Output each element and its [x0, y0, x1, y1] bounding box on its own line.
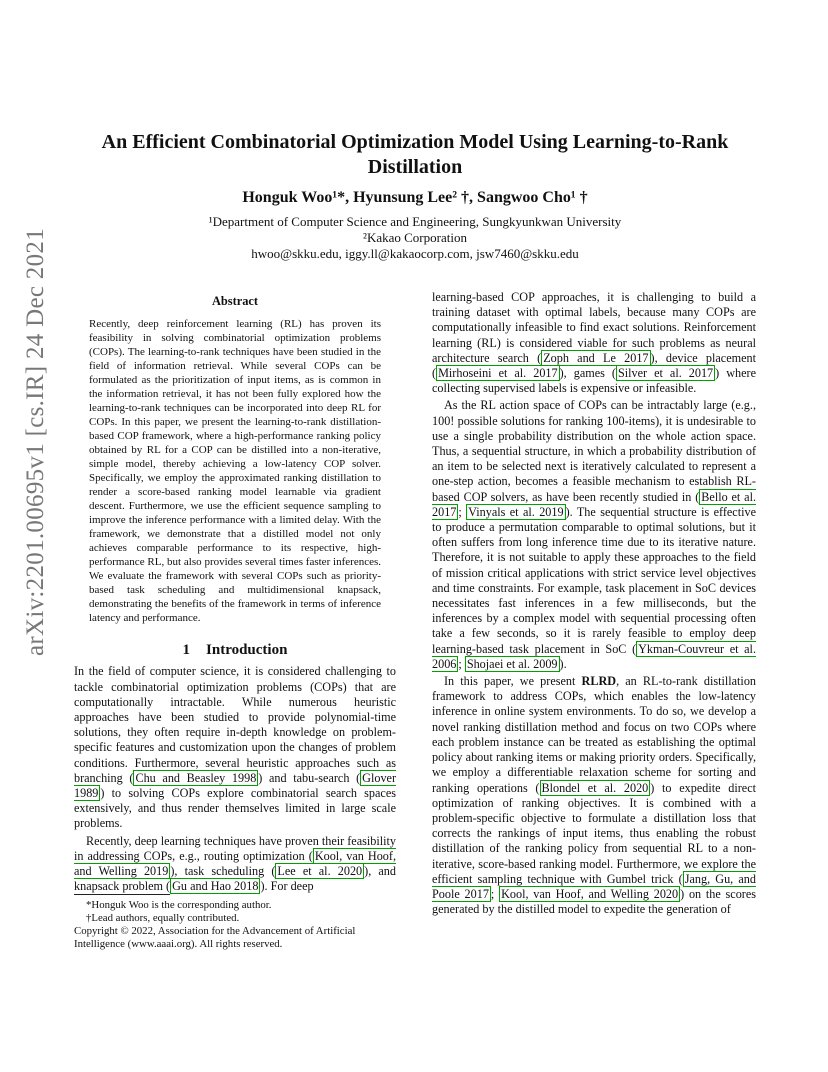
citation-link[interactable]: Chu and Beasley 1998: [135, 770, 257, 785]
right-paragraph-3: [432, 674, 756, 917]
citation-link[interactable]: Ykman-Couvreur et al. 2006: [432, 641, 756, 671]
text-run: Recently, deep learning techniques have proven their feasibility in addressing COPs, e.g., routing optimization (: [74, 833, 396, 863]
footnote-lead-authors: †Lead authors, equally contributed.: [86, 912, 240, 924]
left-column: [74, 294, 396, 894]
footnote-corresponding: *Honguk Woo is the corresponding author.: [86, 899, 272, 911]
section-title: Introduction: [206, 642, 288, 659]
right-paragraph-1: [432, 290, 756, 396]
citation-link[interactable]: Mirhoseini et al. 2017: [438, 366, 558, 381]
citation-link[interactable]: Gu and Hao 2018: [172, 879, 259, 894]
citation-link[interactable]: Blondel et al. 2020: [541, 780, 649, 795]
citation-link[interactable]: Silver et al. 2017: [617, 366, 714, 381]
method-name: RLRD: [581, 674, 617, 689]
text-run: ), task scheduling (: [170, 864, 276, 879]
text-run: ). The sequential structure is effective to produce a permutation comparable to optimal solutions, but it often suffers from long inference time due to its iterative nature. Therefore, it is not suitable to apply these approaches to the field of mission critical applications with strict service level objectives and time constraints. For example, task placement in SoC devices necessitates fast inferences in a few milliseconds, but the inferences by a complex model with sequential processing often take a few seconds, so it is rarely feasible to employ deep learning-based task placement in SoC (: [432, 504, 756, 656]
abstract-heading: Abstract: [211, 294, 259, 308]
citation-link[interactable]: Vinyals et al. 2019: [468, 504, 564, 519]
copyright-notice: Copyright © 2022, Association for the Advancement of Artificial Intelligence (www.aaai.org). All rights reserved.: [74, 925, 356, 950]
affiliation-2: ²Kakao Corporation: [363, 230, 467, 245]
text-run: ;: [490, 886, 500, 901]
paper-title: An Efficient Combinatorial Optimization Model Using Learning-to-Rank Distillation: [101, 131, 729, 178]
affiliation-1: ¹Department of Computer Science and Engineering, Sungkyunkwan University: [208, 214, 622, 229]
text-run: ), games (: [559, 366, 616, 381]
citation-link[interactable]: Zoph and Le 2017: [543, 350, 649, 365]
footnotes: [74, 894, 396, 951]
text-run: ) and tabu-search (: [258, 770, 361, 785]
arxiv-stamp: arXiv:2201.00695v1 [cs.IR] 24 Dec 2021: [22, 228, 49, 656]
citation-link[interactable]: Glover 1989: [74, 770, 396, 801]
text-run: ;: [458, 504, 467, 519]
author-list: Honguk Woo¹*, Hyunsung Lee² †, Sangwoo Cho¹ †: [242, 189, 588, 206]
citation-link[interactable]: Lee et al. 2020: [277, 864, 363, 879]
text-run: As the RL action space of COPs can be intractably large (e.g., 100! possible solutions for ranking 100-items), it is undesirable to use a single probability distribution on the whole action space. Thus, a sequential structure, in which a probability distribution of an item to be selected next is iteratively calculated to represent a one-step action, becomes a feasible mechanism to establish RL-based COP solvers, as have been recently studied in (: [432, 398, 756, 504]
citation-link[interactable]: Shojaei et al. 2009: [466, 656, 558, 671]
text-run: ) where collecting supervised labels is expensive or infeasible.: [432, 366, 757, 396]
text-run: ) to expedite direct optimization of ranking objectives. It is combined with a problem-specific objective to formulate a distillation loss that corrects the rankings of input items, thus enabling the robust distillation of the ranking policy from sequential RL to a non-iterative, score-based ranking model. Furthermore, we explore the efficient sampling technique with Gumbel trick (: [432, 780, 756, 886]
affiliations: [90, 214, 740, 262]
section-number: 1: [182, 642, 191, 659]
section-heading-introduction: [74, 643, 396, 658]
intro-paragraph-2: [74, 834, 396, 895]
text-run: ) on the scores generated by the distilled model to expedite the generation of: [432, 886, 757, 917]
right-paragraph-2: [432, 398, 756, 672]
text-run: In this paper, we present: [444, 674, 582, 689]
text-run: , an RL-to-rank distillation framework to address COPs, which enables the low-latency inference in online system environments. To do so, we develop a novel ranking distillation method and focus on two COPs where each problem instance can be treated as establishing the optimal policy about ranking items or making priority orders. Specifically, we employ a differentiable relaxation scheme for sorting and ranking operations (: [432, 674, 757, 795]
author-emails: hwoo@skku.edu, iggy.ll@kakaocorp.com, jsw7460@skku.edu: [251, 246, 579, 261]
citation-link[interactable]: Kool, van Hoof, and Welling 2020: [501, 886, 679, 901]
text-run: learning-based COP approaches, it is challenging to build a training dataset with optimal labels, because many COPs are computationally infeasible to find exact solutions. Reinforcement learning (RL) is considered viable for such problems as neural architecture search (: [432, 290, 756, 365]
text-run: ) to solving COPs explore combinatorial search spaces extensively, and thus render themselves limited in large scale problems.: [74, 786, 396, 831]
intro-paragraph-1: [74, 664, 396, 831]
text-run: ), device placement (: [432, 350, 756, 381]
text-run: ), and knapsack problem (: [74, 864, 396, 894]
abstract-text: Recently, deep reinforcement learning (RL) has proven its feasibility in solving combinatorial optimization problems (COPs). The learning-to-rank techniques have been studied in the field of information retrieval. While several COPs can be formulated as the prioritization of input items, as is common in the information retrieval, it has not been fully explored how the learning-to-rank techniques can be incorporated into deep RL for COPs. In this paper, we present the learning-to-rank distillation-based COP framework, where a high-performance ranking policy obtained by RL for a COP can be distilled into a non-iterative, simple model, thereby achieving a low-latency COP solver. Specifically, we employ the approximated ranking distillation to render a score-based ranking model learnable via gradient descent. Furthermore, we use the efficient sequence sampling to improve the inference performance with a limited delay. With the framework, we demonstrate that a distilled model not only achieves comparable performance to its respective, high-performance RL, but also provides several times faster inferences. We evaluate the framework with several COPs such as priority-based task scheduling and multidimensional knapsack, demonstrating the benefits of the framework in terms of inference latency and performance.: [89, 318, 381, 625]
text-run: ;: [458, 656, 465, 671]
footnote-rule: [74, 894, 170, 895]
text-run: In the field of computer science, it is considered challenging to tackle combinatorial optimization problems (COPs) that are computationally intractable. While numerous heuristic approaches have been studied to provide polynomial-time solutions, they often require in-depth knowledge on problem-specific features and customization upon the changes of problem conditions. Furthermore, several heuristic approaches such as branching (: [74, 664, 396, 785]
citation-link[interactable]: Jang, Gu, and Poole 2017: [432, 871, 756, 901]
citation-link[interactable]: Kool, van Hoof, and Welling 2019: [74, 848, 396, 879]
text-run: ). For deep: [260, 879, 314, 894]
right-column: [432, 290, 756, 917]
text-run: ).: [559, 656, 567, 671]
citation-link[interactable]: Bello et al. 2017: [432, 489, 756, 519]
